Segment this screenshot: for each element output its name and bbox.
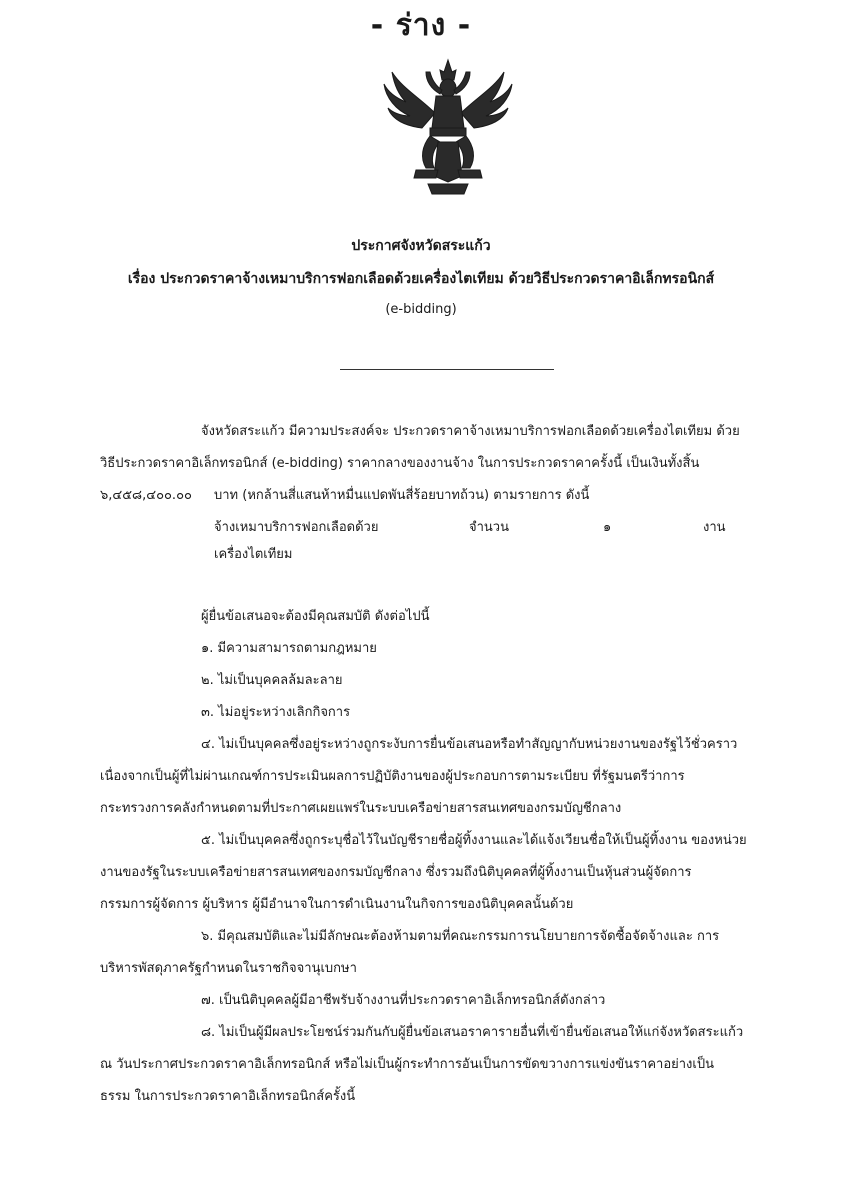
qualification-8-line-1: ๘. ไม่เป็นผู้มีผลประโยชน์ร่วมกันกับผู้ยื่นข้อเสนอราคารายอื่นที่เข้ายื่นข้อเสนอให้แก่จังหวัดสระแก้ว bbox=[201, 1025, 744, 1040]
qualification-5-line-1: ๕. ไม่เป็นบุคคลซึ่งถูกระบุชื่อไว้ในบัญชีรายชื่อผู้ทิ้งงานและได้แจ้งเวียนชื่อให้เป็นผู้ทิ้งงาน ของหน่วย bbox=[201, 833, 747, 848]
qualification-4-line-3: กระทรวงการคลังกำหนดตามที่ประกาศเผยแพร่ในระบบเครือข่ายสารสนเทศของกรมบัญชีกลาง bbox=[100, 801, 622, 816]
price-amount: ๖,๔๕๘,๔๐๐.๐๐ bbox=[100, 488, 192, 503]
announcement-subject: เรื่อง ประกวดราคาจ้างเหมาบริการฟอกเลือดด้วยเครื่องไตเทียม ด้วยวิธีประกวดราคาอิเล็กทรอนิกส์ bbox=[127, 271, 715, 287]
price-amount-text: บาท (หกล้านสี่แสนห้าหมื่นแปดพันสี่ร้อยบาทถ้วน) ตามรายการ ดังนี้ bbox=[214, 488, 590, 503]
garuda-emblem-icon bbox=[380, 58, 516, 200]
announcement-method: (e-bidding) bbox=[385, 302, 457, 317]
qualification-2: ๒. ไม่เป็นบุคคลล้มละลาย bbox=[201, 673, 343, 688]
qualification-6-line-2: บริหารพัสดุภาครัฐกำหนดในราชกิจจานุเบกษา bbox=[100, 961, 357, 976]
title-divider bbox=[340, 369, 554, 370]
qualification-5-line-3: กรรมการผู้จัดการ ผู้บริหาร ผู้มีอำนาจในการดำเนินงานในกิจการของนิติบุคคลนั้นด้วย bbox=[100, 897, 574, 912]
announcement-issuer: ประกาศจังหวัดสระแก้ว bbox=[351, 238, 491, 254]
qualifications-heading: ผู้ยื่นข้อเสนอจะต้องมีคุณสมบัติ ดังต่อไปนี้ bbox=[201, 609, 430, 624]
item-qty: ๑ bbox=[603, 520, 612, 535]
qualification-4-line-1: ๔. ไม่เป็นบุคคลซึ่งอยู่ระหว่างถูกระงับการยื่นข้อเสนอหรือทำสัญญากับหน่วยงานของรัฐไว้ชั่วคราว bbox=[201, 737, 738, 752]
qualification-5-line-2: งานของรัฐในระบบเครือข่ายสารสนเทศของกรมบัญชีกลาง ซึ่งรวมถึงนิติบุคคลที่ผู้ทิ้งงานเป็นหุ้นส่วนผู้จัดการ bbox=[100, 865, 692, 880]
qualification-6-line-1: ๖. มีคุณสมบัติและไม่มีลักษณะต้องห้ามตามที่คณะกรรมการนโยบายการจัดซื้อจัดจ้างและ การ bbox=[201, 929, 720, 944]
item-qty-label: จำนวน bbox=[469, 520, 509, 535]
item-name-line-1: จ้างเหมาบริการฟอกเลือดด้วย bbox=[214, 520, 379, 535]
qualification-3: ๓. ไม่อยู่ระหว่างเลิกกิจการ bbox=[201, 705, 351, 720]
item-name-line-2: เครื่องไตเทียม bbox=[214, 547, 293, 562]
qualification-8-line-3: ธรรม ในการประกวดราคาอิเล็กทรอนิกส์ครั้งนี้ bbox=[100, 1089, 356, 1104]
draft-mark: - ร่าง - bbox=[370, 8, 472, 43]
item-unit: งาน bbox=[703, 520, 726, 535]
qualification-1: ๑. มีความสามารถตามกฎหมาย bbox=[201, 641, 377, 656]
qualification-4-line-2: เนื่องจากเป็นผู้ที่ไม่ผ่านเกณฑ์การประเมินผลการปฏิบัติงานของผู้ประกอบการตามระเบียบ ที่รัฐมนตรีว่าการ bbox=[100, 769, 685, 784]
intro-line-1: จังหวัดสระแก้ว มีความประสงค์จะ ประกวดราคาจ้างเหมาบริการฟอกเลือดด้วยเครื่องไตเทียม ด้วย bbox=[201, 424, 740, 439]
intro-line-2: วิธีประกวดราคาอิเล็กทรอนิกส์ (e-bidding) ราคากลางของงานจ้าง ในการประกวดราคาครั้งนี้ เป็นเงินทั้งสิ้น bbox=[100, 456, 700, 471]
qualification-7: ๗. เป็นนิติบุคคลผู้มีอาชีพรับจ้างงานที่ประกวดราคาอิเล็กทรอนิกส์ดังกล่าว bbox=[201, 993, 606, 1008]
qualification-8-line-2: ณ วันประกาศประกวดราคาอิเล็กทรอนิกส์ หรือไม่เป็นผู้กระทำการอันเป็นการขัดขวางการแข่งขันราคาอย่างเป็น bbox=[100, 1057, 714, 1072]
